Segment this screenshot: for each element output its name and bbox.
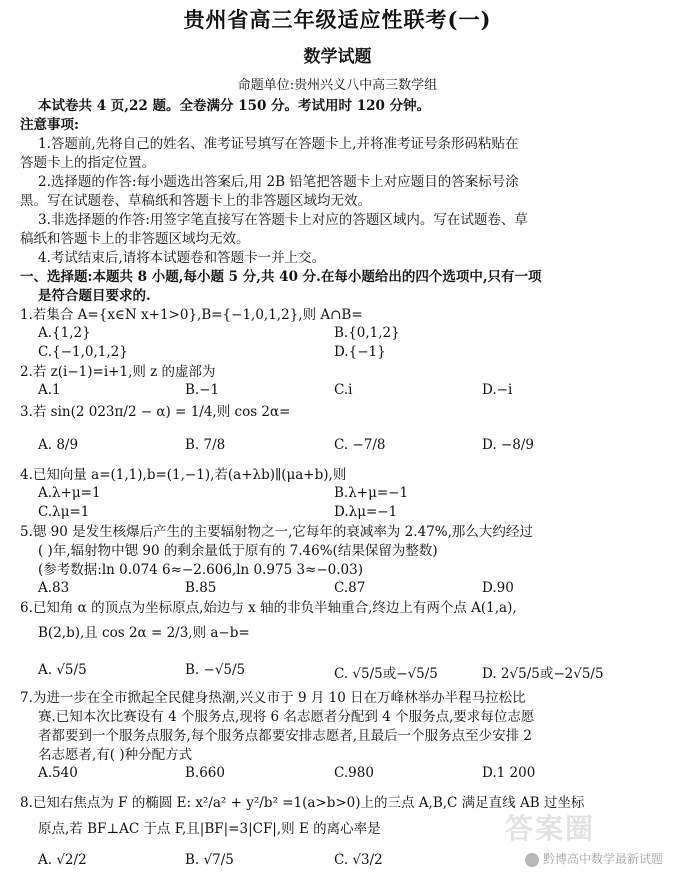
question-2-option-a: A.1	[38, 382, 61, 398]
question-8-option-b: B. √7/5	[185, 852, 234, 868]
question-6-option-c: C. √5/5或−√5/5	[334, 666, 438, 682]
notice-heading: 注意事项:	[20, 117, 79, 133]
notice-line: 稿纸和答题卡上的非答题区域均无效。	[20, 231, 250, 247]
question-2-option-c: C.i	[334, 382, 353, 398]
question-7-line: 7.为进一步在全市掀起全民健身热潮,兴义市于 9 月 10 日在万峰林举办半程马拉松比	[20, 690, 526, 706]
question-4-stem: 4.已知向量 a=(1,1),b=(1,−1),若(a+λb)∥(μa+b),则	[20, 467, 347, 483]
question-7-line: 者都要到一个服务点服务,每个服务点都要安排志愿者,且最后一个服务点至少安排 2	[38, 728, 532, 744]
question-6-line: 6.已知角 α 的顶点为坐标原点,始边与 x 轴的非负半轴重合,终边上有两个点 A(1,a),	[20, 600, 517, 616]
notice-line: 4.考试结束后,请将本试题卷和答题卡一并上交。	[38, 250, 326, 266]
notice-line: 2.选择题的作答:每小题选出答案后,用 2B 铅笔把答题卡上对应题目的答案标号涂	[38, 174, 519, 190]
question-7-line: 名志愿者,有( )种分配方式	[38, 747, 193, 763]
question-1-option-d: D.{−1}	[334, 344, 386, 360]
question-5-option-c: C.87	[334, 580, 366, 596]
question-2-stem: 2.若 z(i−1)=i+1,则 z 的虚部为	[20, 364, 216, 380]
question-1-option-c: C.{−1,0,1,2}	[38, 344, 128, 360]
question-7-option-a: A.540	[38, 765, 78, 781]
question-3-option-a: A. 8/9	[38, 437, 79, 453]
wechat-icon	[525, 853, 539, 867]
question-7-option-c: C.980	[334, 765, 374, 781]
question-5-option-a: A.83	[38, 580, 70, 596]
question-6-line: B(2,b),且 cos 2α = 2/3,则 a−b=	[38, 625, 250, 641]
question-4-option-a: A.λ+μ=1	[38, 485, 101, 501]
question-3-stem: 3.若 sin(2 023π/2 − α) = 1/4,则 cos 2α=	[20, 404, 291, 420]
question-7-line: 赛.已知本次比赛设有 4 个服务点,现将 6 名志愿者分配到 4 个服务点,要求每位志愿	[38, 709, 535, 725]
question-6-option-b: B. −√5/5	[185, 662, 246, 678]
question-1-option-a: A.{1,2}	[38, 325, 91, 341]
question-8-line: 原点,若 BF⊥AC 于点 F,且|BF|=3|CF|,则 E 的离心率是	[38, 821, 381, 837]
notice-line: 答题卡上的指定位置。	[20, 155, 155, 171]
question-6-option-d: D. 2√5/5或−2√5/5	[482, 666, 604, 682]
notice-line: 黑。写在试题卷、草稿纸和答题卡上的非答题区域均无效。	[20, 193, 371, 209]
question-7-option-b: B.660	[185, 765, 225, 781]
question-5-line: ( )年,辐射物中锶 90 的剩余量低于原有的 7.46%(结果保留为整数)	[38, 543, 438, 559]
question-4-option-d: D.λμ=−1	[334, 504, 398, 520]
question-5-option-d: D.90	[482, 580, 514, 596]
question-3-option-b: B. 7/8	[185, 437, 226, 453]
question-4-option-c: C.λμ=1	[38, 504, 90, 520]
watermark-logo: 答案圈	[504, 812, 595, 845]
question-6-option-a: A. √5/5	[38, 662, 87, 678]
section-heading-cont: 是符合题目要求的.	[38, 288, 151, 304]
question-8-option-a: A. √2/2	[38, 852, 87, 868]
question-5-line: 5.锶 90 是发生核爆后产生的主要辐射物之一,它每年的衰减率为 2.47%,那么大约经过	[20, 524, 533, 540]
exam-unit: 命题单位:贵州兴义八中高三数学组	[237, 78, 438, 93]
question-2-option-b: B.−1	[185, 382, 220, 398]
section-heading: 一、选择题:本题共 8 小题,每小题 5 分,共 40 分.在每小题给出的四个选项中,只有一项	[20, 269, 542, 285]
notice-line: 3.非选择题的作答:用签字笔直接写在答题卡上对应的答题区域内。写在试题卷、草	[38, 212, 528, 228]
question-2-option-d: D.−i	[482, 382, 513, 398]
question-5-line: (参考数据:ln 0.074 6≈−2.606,ln 0.975 3≈−0.03)	[38, 562, 363, 578]
question-8-line: 8.已知右焦点为 F 的椭圆 E: x²/a² + y²/b² =1(a>b>0)上的三点 A,B,C 满足直线 AB 过坐标	[20, 795, 585, 811]
watermark-text: 黔博高中数学最新试题	[542, 852, 663, 866]
watermark	[525, 850, 663, 867]
question-5-option-b: B.85	[185, 580, 217, 596]
exam-intro: 本试卷共 4 页,22 题。全卷满分 150 分。考试用时 120 分钟。	[38, 98, 431, 114]
question-3-option-c: C. −7/8	[334, 437, 386, 453]
question-7-option-d: D.1 200	[482, 765, 536, 781]
question-1-option-b: B.{0,1,2}	[334, 325, 400, 341]
exam-subtitle: 数学试题	[303, 47, 372, 67]
exam-title: 贵州省高三年级适应性联考(一)	[183, 7, 492, 32]
question-4-option-b: B.λ+μ=−1	[334, 485, 409, 501]
question-1-stem: 1.若集合 A={x∈N x+1>0},B={−1,0,1,2},则 A∩B=	[20, 307, 363, 323]
notice-line: 1.答题前,先将自己的姓名、准考证号填写在答题卡上,并将准考证号条形码粘贴在	[38, 136, 519, 152]
question-3-option-d: D. −8/9	[482, 437, 534, 453]
question-8-option-c: C. √3/2	[334, 852, 383, 868]
